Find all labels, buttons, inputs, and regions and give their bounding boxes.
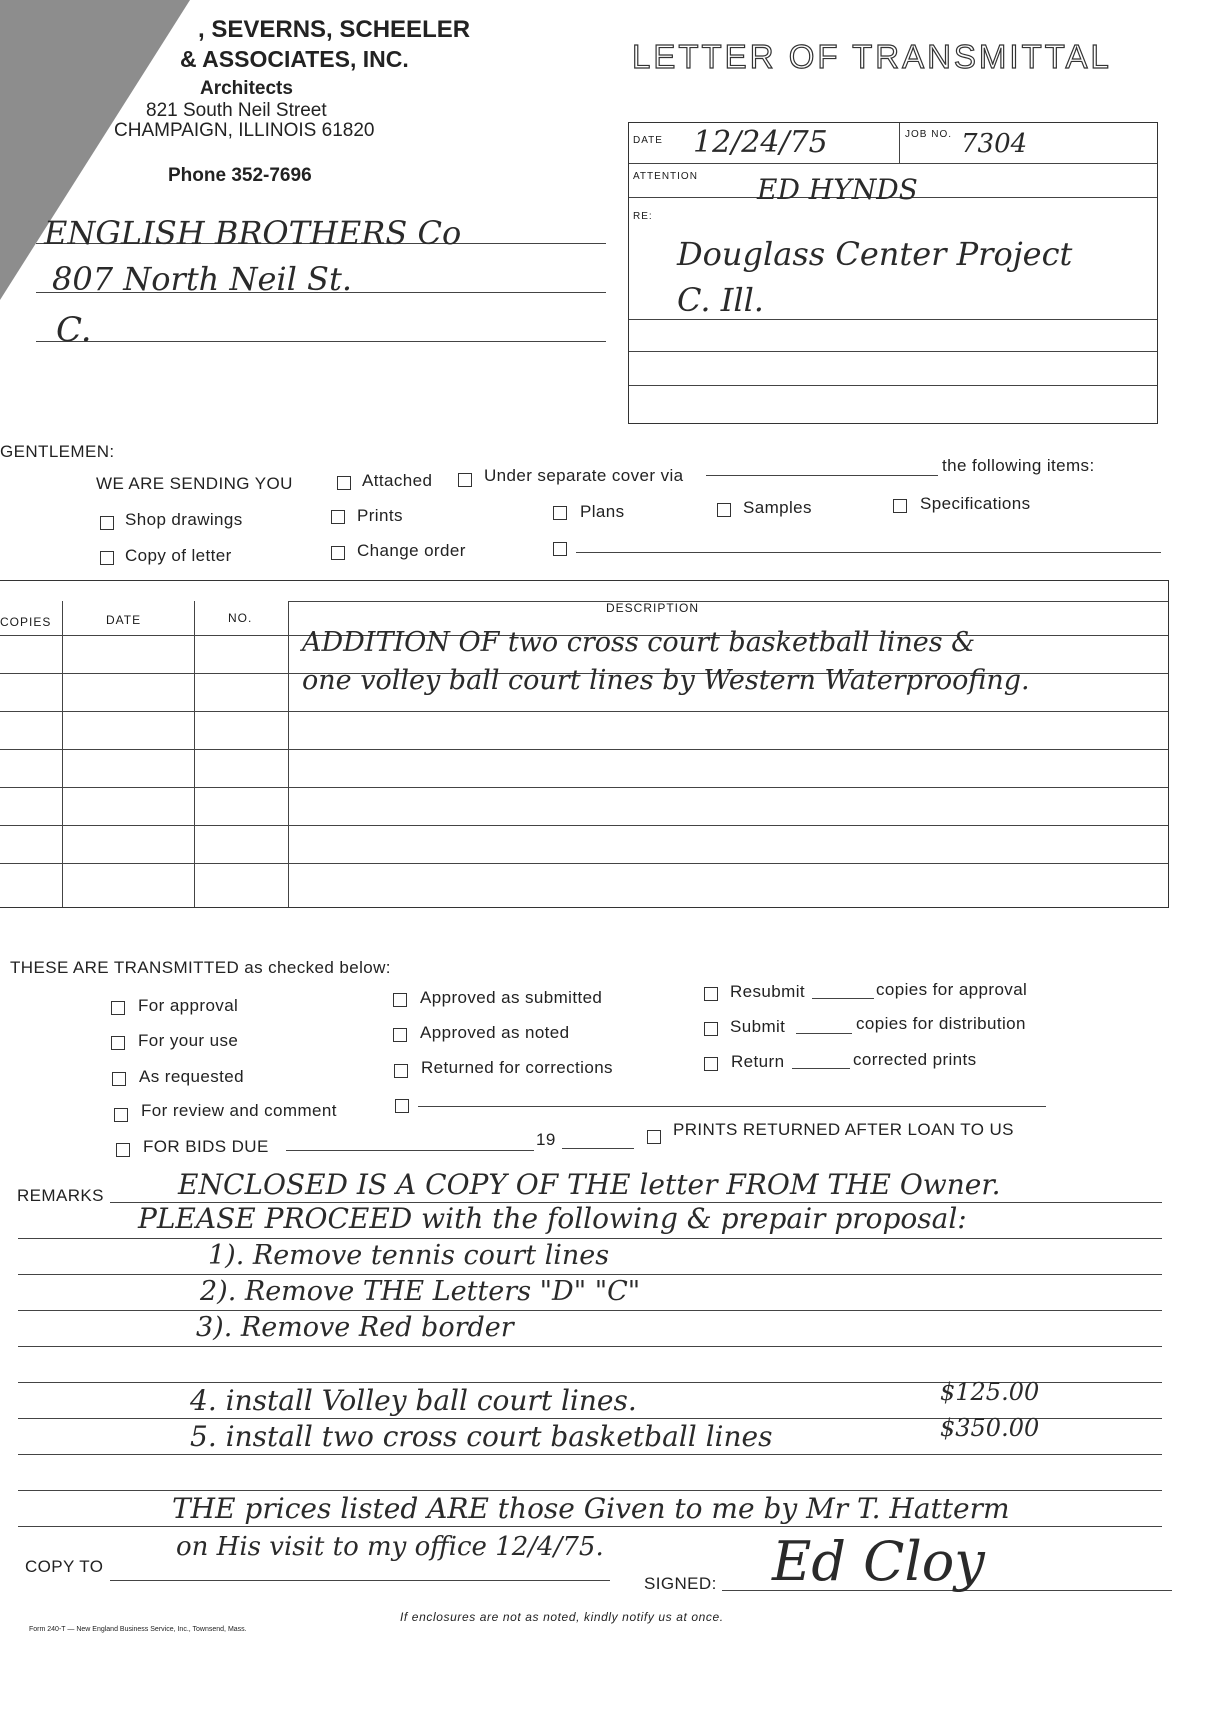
- remarks-line-9: on His visit to my office 12/4/75.: [176, 1532, 604, 1562]
- price-2: $350.00: [940, 1414, 1040, 1442]
- header-rule-5: [629, 385, 1157, 386]
- signature: Ed Cloy: [772, 1530, 985, 1593]
- prints-returned-checkbox[interactable]: [647, 1130, 661, 1144]
- resubmit-copies-line[interactable]: [812, 998, 874, 999]
- as-requested-checkbox[interactable]: [112, 1072, 126, 1086]
- other-item-checkbox[interactable]: [553, 542, 567, 556]
- bids-due-date-line[interactable]: [286, 1150, 534, 1151]
- firm-phone: Phone 352-7696: [168, 165, 312, 186]
- for-approval-label: For approval: [138, 996, 239, 1015]
- firm-city: CHAMPAIGN, ILLINOIS 61820: [114, 120, 375, 141]
- remarks-line-5: 3). Remove Red border: [196, 1312, 514, 1343]
- re-line-2: C. Ill.: [677, 281, 764, 319]
- resubmit-suffix: copies for approval: [876, 980, 1028, 999]
- other-item-line[interactable]: [576, 552, 1161, 553]
- copy-to-line[interactable]: [110, 1580, 610, 1581]
- remarks-rule-4: [18, 1310, 1162, 1311]
- date-value: 12/24/75: [693, 125, 828, 160]
- recipient-line-1: ENGLISH BROTHERS Co: [44, 214, 462, 252]
- re-line-1: Douglass Center Project: [677, 235, 1073, 273]
- table-header-rule: [288, 601, 1168, 602]
- returned-corrections-checkbox[interactable]: [394, 1064, 408, 1078]
- gentlemen-label: GENTLEMEN:: [0, 442, 115, 461]
- separate-cover-checkbox[interactable]: [458, 473, 472, 487]
- document-title: LETTER OF TRANSMITTAL: [632, 38, 1112, 75]
- remarks-label: REMARKS: [17, 1186, 104, 1205]
- plans-label: Plans: [580, 502, 625, 521]
- returned-corrections-label: Returned for corrections: [421, 1058, 613, 1077]
- remarks-line-8: THE prices listed ARE those Given to me by Mr T. Hatterm: [172, 1492, 1010, 1525]
- transmitted-heading-suffix: as checked below:: [244, 958, 391, 977]
- samples-checkbox[interactable]: [717, 503, 731, 517]
- for-bids-due-label: FOR BIDS DUE: [143, 1137, 269, 1156]
- signed-label: SIGNED:: [644, 1574, 717, 1593]
- table-row-rule-6: [0, 825, 1168, 826]
- remarks-line-4: 2). Remove THE Letters "D" "C": [200, 1276, 641, 1307]
- for-review-label: For review and comment: [141, 1101, 337, 1120]
- firm-street: 821 South Neil Street: [146, 100, 327, 121]
- prints-checkbox[interactable]: [331, 510, 345, 524]
- via-line[interactable]: [706, 475, 938, 476]
- approved-noted-checkbox[interactable]: [393, 1028, 407, 1042]
- change-order-label: Change order: [357, 541, 466, 560]
- attached-label: Attached: [362, 471, 433, 490]
- other-transmittal-checkbox[interactable]: [395, 1099, 409, 1113]
- shop-drawings-checkbox[interactable]: [100, 516, 114, 530]
- remarks-rule-8: [18, 1454, 1162, 1455]
- for-review-checkbox[interactable]: [114, 1108, 128, 1122]
- col-header-no: NO.: [228, 611, 253, 625]
- as-requested-label: As requested: [139, 1067, 244, 1086]
- description-line-2: one volley ball court lines by Western Waterproofing.: [302, 665, 1030, 696]
- table-col-divider-3: [288, 601, 289, 907]
- table-row-rule-4: [0, 749, 1168, 750]
- for-your-use-label: For your use: [138, 1031, 239, 1050]
- remarks-rule-10: [18, 1526, 1162, 1527]
- specifications-label: Specifications: [920, 494, 1031, 513]
- prints-label: Prints: [357, 506, 403, 525]
- shop-drawings-label: Shop drawings: [125, 510, 243, 529]
- attached-checkbox[interactable]: [337, 476, 351, 490]
- prints-returned-label: PRINTS RETURNED AFTER LOAN TO US: [673, 1120, 1014, 1139]
- recipient-line-3: C.: [56, 310, 92, 350]
- date-label: DATE: [633, 135, 663, 146]
- approved-noted-label: Approved as noted: [420, 1023, 570, 1042]
- specifications-checkbox[interactable]: [893, 499, 907, 513]
- remarks-rule-5: [18, 1346, 1162, 1347]
- for-bids-due-checkbox[interactable]: [116, 1143, 130, 1157]
- header-rule-3: [629, 319, 1157, 320]
- form-note: Form 240-T — New England Business Service, Inc., Townsend, Mass.: [29, 1626, 247, 1633]
- transmitted-heading-main: THESE ARE TRANSMITTED: [10, 958, 240, 977]
- remarks-line-1: ENCLOSED IS A COPY OF THE letter FROM THE Owner.: [178, 1168, 1001, 1201]
- change-order-checkbox[interactable]: [331, 546, 345, 560]
- col-header-copies: COPIES: [0, 615, 52, 629]
- enclosure-note: If enclosures are not as noted, kindly notify us at once.: [400, 1610, 724, 1624]
- return-checkbox[interactable]: [704, 1057, 718, 1071]
- submit-copies-line[interactable]: [796, 1033, 852, 1034]
- remarks-line-2: PLEASE PROCEED with the following & prepair proposal:: [138, 1202, 967, 1235]
- other-transmittal-line[interactable]: [418, 1106, 1046, 1107]
- submit-label: Submit: [730, 1017, 786, 1036]
- firm-name-line1: , SEVERNS, SCHEELER: [198, 16, 471, 43]
- remarks-line-3: 1). Remove tennis court lines: [208, 1240, 610, 1271]
- remarks-rule-2: [18, 1238, 1162, 1239]
- scan-corner-shadow: [0, 0, 190, 300]
- copy-of-letter-checkbox[interactable]: [100, 551, 114, 565]
- approved-submitted-label: Approved as submitted: [420, 988, 603, 1007]
- bids-due-year-line[interactable]: [562, 1148, 634, 1149]
- for-your-use-checkbox[interactable]: [111, 1036, 125, 1050]
- submit-suffix: copies for distribution: [856, 1014, 1026, 1033]
- attention-value: ED HYNDS: [757, 173, 918, 206]
- firm-name-line2: & ASSOCIATES, INC.: [180, 46, 409, 72]
- remarks-rule-9: [18, 1490, 1162, 1491]
- transmitted-heading: [10, 958, 391, 978]
- approved-submitted-checkbox[interactable]: [393, 993, 407, 1007]
- price-1: $125.00: [940, 1378, 1040, 1406]
- job-number-label: JOB NO.: [905, 129, 953, 140]
- following-items-label: the following items:: [942, 456, 1095, 475]
- copy-of-letter-label: Copy of letter: [125, 546, 232, 565]
- table-row-rule-3: [0, 711, 1168, 712]
- header-divider: [899, 123, 900, 163]
- table-row-rule-7: [0, 863, 1168, 864]
- header-box: [628, 122, 1158, 424]
- for-approval-checkbox[interactable]: [111, 1001, 125, 1015]
- remarks-rule-3: [18, 1274, 1162, 1275]
- table-col-divider-2: [194, 601, 195, 907]
- attention-label: ATTENTION: [633, 171, 698, 182]
- submit-checkbox[interactable]: [704, 1022, 718, 1036]
- return-suffix: corrected prints: [853, 1050, 977, 1069]
- recipient-line-2: 807 North Neil St.: [52, 260, 352, 298]
- sending-intro: WE ARE SENDING YOU: [96, 474, 293, 493]
- header-rule-4: [629, 351, 1157, 352]
- remarks-line-6: 4. install Volley ball court lines.: [190, 1384, 637, 1417]
- table-col-divider-1: [62, 601, 63, 907]
- description-line-1: ADDITION OF two cross court basketball lines &: [302, 627, 976, 658]
- return-copies-line[interactable]: [792, 1068, 850, 1069]
- table-row-rule-5: [0, 787, 1168, 788]
- remarks-line-7: 5. install two cross court basketball lines: [190, 1420, 773, 1453]
- re-label: RE:: [633, 211, 653, 222]
- plans-checkbox[interactable]: [553, 506, 567, 520]
- job-number-value: 7304: [961, 129, 1028, 159]
- items-table: [0, 580, 1169, 908]
- copy-to-label: COPY TO: [25, 1557, 104, 1576]
- col-header-description: DESCRIPTION: [606, 601, 700, 615]
- firm-profession: Architects: [200, 78, 293, 99]
- resubmit-checkbox[interactable]: [704, 987, 718, 1001]
- bids-due-year-prefix: 19: [536, 1130, 556, 1149]
- separate-cover-label: Under separate cover via: [484, 466, 684, 485]
- resubmit-label: Resubmit: [730, 982, 806, 1001]
- header-rule-1: [629, 163, 1157, 164]
- return-label: Return: [731, 1052, 785, 1071]
- address-rule-3: [36, 341, 606, 342]
- samples-label: Samples: [743, 498, 812, 517]
- col-header-date: DATE: [106, 613, 142, 627]
